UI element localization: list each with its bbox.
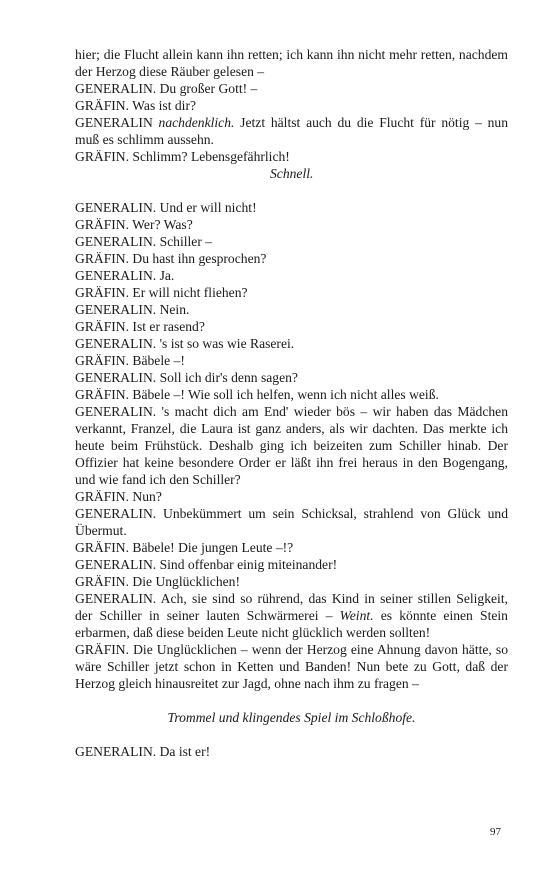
dialogue-line bbox=[75, 488, 508, 505]
speech: Du hast ihn gesprochen? bbox=[129, 251, 267, 266]
blank-line bbox=[75, 182, 508, 199]
dialogue-line bbox=[75, 233, 508, 250]
dialogue-line bbox=[75, 539, 508, 556]
speaker: GENERALIN. bbox=[75, 234, 157, 249]
speaker: GENERALIN. bbox=[75, 302, 157, 317]
speaker: GRÄFIN. bbox=[75, 285, 130, 300]
speaker: GRÄFIN. bbox=[75, 98, 130, 113]
dialogue-block-2 bbox=[75, 199, 508, 692]
speech: Bäbele –! Wie soll ich helfen, wenn ich nicht alles weiß. bbox=[129, 387, 439, 402]
speech: Ach, sie sind so rührend, das Kind in seiner stillen Seligkeit, der Schiller in seiner lauten Schwärmerei – bbox=[75, 591, 508, 623]
dialogue-line bbox=[75, 97, 508, 114]
dialogue-line bbox=[75, 216, 508, 233]
speaker: GENERALIN. bbox=[75, 506, 157, 521]
speaker: GENERALIN. bbox=[75, 591, 157, 606]
stage-direction-trommel: Trommel und klingendes Spiel im Schloßhofe. bbox=[167, 710, 416, 725]
speech: Schlimm? Lebensgefährlich! bbox=[129, 149, 290, 164]
speech: Und er will nicht! bbox=[156, 200, 257, 215]
dialogue-line bbox=[75, 352, 508, 369]
speaker: GRÄFIN. bbox=[75, 642, 130, 657]
speaker: GRÄFIN. bbox=[75, 387, 130, 402]
speech: Bäbele! Die jungen Leute –!? bbox=[129, 540, 294, 555]
speech: Die Unglücklichen! bbox=[129, 574, 240, 589]
dialogue-line bbox=[75, 505, 508, 539]
speech: Unbekümmert um sein Schicksal, strahlend von Glück und Übermut. bbox=[75, 506, 508, 538]
speech: es könnte einen Stein erbarmen, daß diese beiden Leute nicht glücklich werden sollten! bbox=[75, 608, 508, 640]
speaker: GRÄFIN. bbox=[75, 489, 130, 504]
speech: Du großer Gott! – bbox=[156, 81, 258, 96]
speech: Die Unglücklichen – wenn der Herzog eine Ahnung davon hätte, so wäre Schiller jetzt schon in Ketten und Banden! Nun bete zu Gott, daß der Herzog gleich hinausreitet zur Jagd, ohne nach ihm zu fragen – bbox=[75, 642, 508, 691]
dialogue-line bbox=[75, 386, 508, 403]
speaker: GRÄFIN. bbox=[75, 251, 130, 266]
speaker: GENERALIN. bbox=[75, 557, 157, 572]
speaker: GRÄFIN. bbox=[75, 217, 130, 232]
speech: 's macht dich am End' wieder bös – wir haben das Mädchen verkannt, Franzel, die Laura ist ganz anders, als wir dachten. Das merkte ich heute beim Frühstück. Deshalb ging ich beizeiten zum Schiller hinab. Der Offizier hat keine besondere Order er läßt ihn frei heraus in den Bogengang, und wie fand ich den Schiller? bbox=[75, 404, 508, 487]
speaker: GRÄFIN. bbox=[75, 540, 130, 555]
speaker: GENERALIN. bbox=[75, 81, 157, 96]
dialogue-line bbox=[75, 556, 508, 573]
speech: Bäbele –! bbox=[129, 353, 185, 368]
speech: Sind offenbar einig miteinander! bbox=[156, 557, 338, 572]
speech: Soll ich dir's denn sagen? bbox=[156, 370, 298, 385]
speech: Ist er rasend? bbox=[129, 319, 205, 334]
speaker: GENERALIN. bbox=[75, 268, 157, 283]
dialogue-line bbox=[75, 590, 508, 641]
dialogue-line bbox=[75, 403, 508, 488]
speech: Schiller – bbox=[156, 234, 213, 249]
dialogue-line bbox=[75, 80, 508, 97]
dialogue-line bbox=[75, 284, 508, 301]
speech: Nun? bbox=[129, 489, 162, 504]
stage-direction: nachdenklich. bbox=[152, 115, 235, 130]
dialogue-line bbox=[75, 301, 508, 318]
speaker: GRÄFIN. bbox=[75, 574, 130, 589]
speech: Wer? Was? bbox=[129, 217, 193, 232]
page-text bbox=[75, 46, 508, 760]
speaker: GRÄFIN. bbox=[75, 149, 130, 164]
dialogue-line bbox=[75, 641, 508, 692]
speaker: GENERALIN. bbox=[75, 404, 157, 419]
stage-direction-block bbox=[75, 692, 508, 743]
final-line bbox=[75, 743, 508, 760]
dialogue-line bbox=[75, 250, 508, 267]
speaker: GENERALIN. bbox=[75, 370, 157, 385]
speech: Ja. bbox=[156, 268, 175, 283]
dialogue-line bbox=[75, 267, 508, 284]
dialogue-line bbox=[75, 148, 508, 165]
speech: Jetzt hältst auch du die Flucht für nötig – nun muß es schlimm aussehn. bbox=[75, 115, 508, 147]
speech: 's ist so was wie Raserei. bbox=[156, 336, 295, 351]
speaker: GRÄFIN. bbox=[75, 319, 130, 334]
dialogue-line bbox=[75, 573, 508, 590]
page-number: 97 bbox=[490, 826, 501, 838]
stage-direction: Weint. bbox=[332, 608, 374, 623]
dialogue-line bbox=[75, 114, 508, 148]
stage-direction-schnell: Schnell. bbox=[270, 166, 314, 181]
dialogue-line bbox=[75, 369, 508, 386]
speech: Nein. bbox=[156, 302, 190, 317]
dialogue-block-1 bbox=[75, 46, 508, 165]
dialogue-line bbox=[75, 318, 508, 335]
speech: Er will nicht fliehen? bbox=[129, 285, 248, 300]
speaker: GENERALIN. bbox=[75, 200, 157, 215]
dialogue-line bbox=[75, 335, 508, 352]
dialogue-line bbox=[75, 199, 508, 216]
speaker: GENERALIN. bbox=[75, 336, 157, 351]
speech: Was ist dir? bbox=[129, 98, 197, 113]
speech: Da ist er! bbox=[156, 744, 211, 759]
speaker: GENERALIN bbox=[75, 115, 153, 130]
speech: hier; die Flucht allein kann ihn retten; ich kann ihn nicht mehr retten, nachdem der Herzog diese Räuber gelesen – bbox=[75, 47, 508, 79]
dialogue-line bbox=[75, 46, 508, 80]
speaker: GENERALIN. bbox=[75, 744, 157, 759]
speaker: GRÄFIN. bbox=[75, 353, 130, 368]
